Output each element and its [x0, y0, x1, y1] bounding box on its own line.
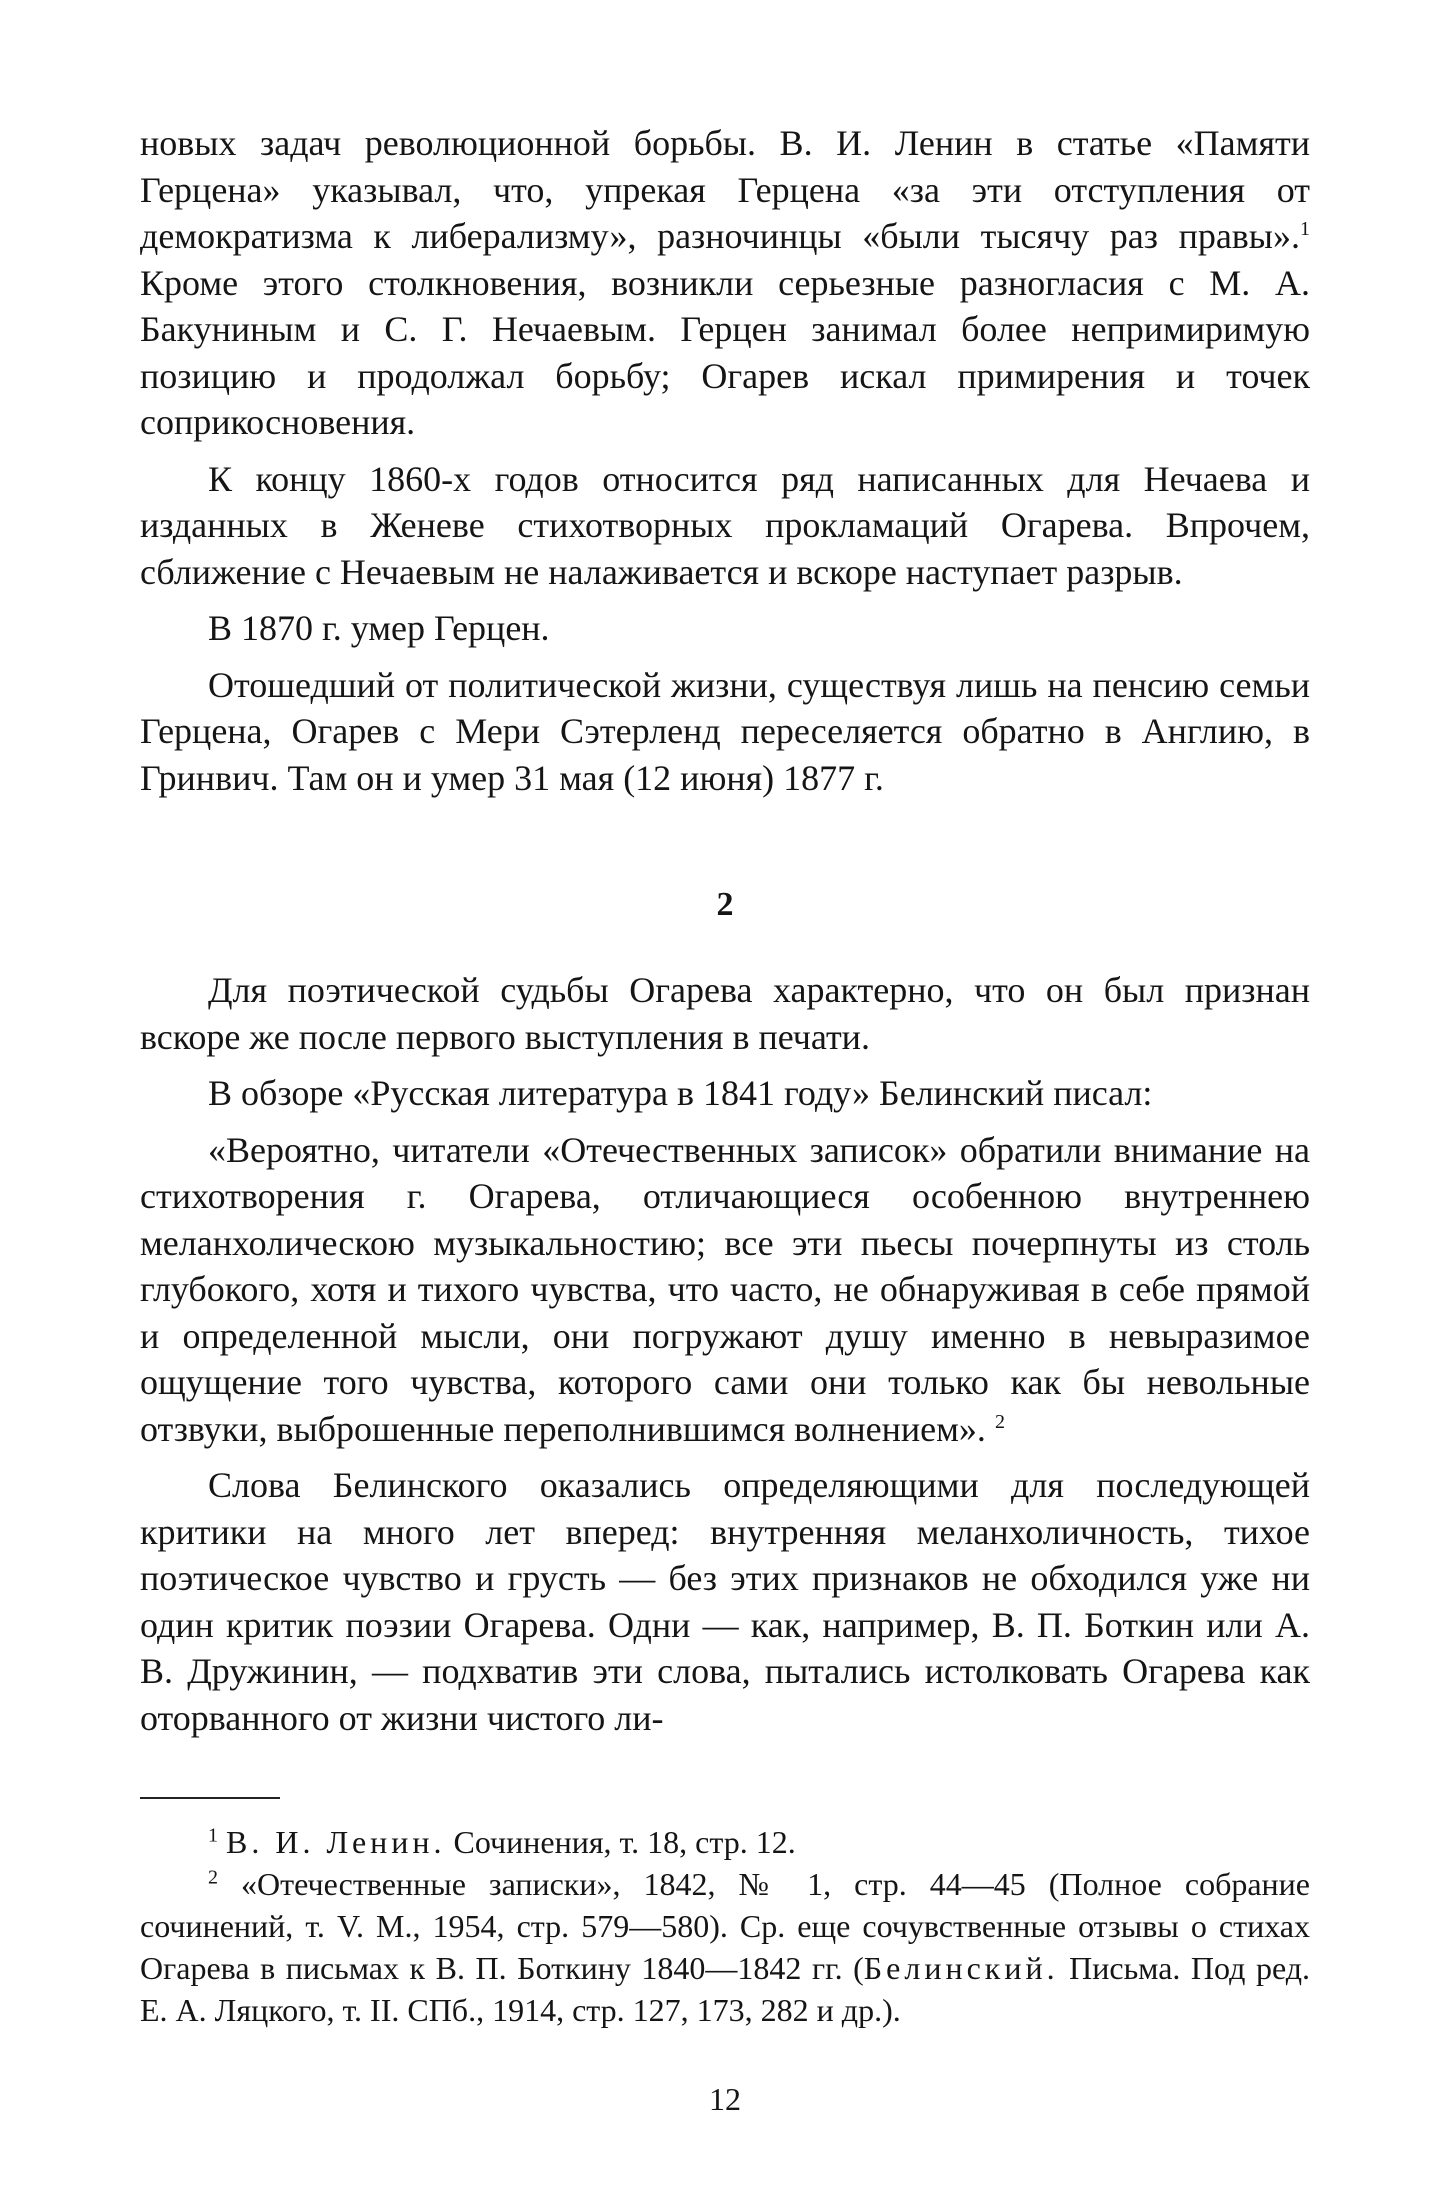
- footnote-ref-2: 2: [994, 1410, 1005, 1433]
- quote-text: «Вероятно, читатели «Отечественных записок» обратили внимание на стихотворения г. Огарева, отличающиеся особенною внутреннею меланхолическою музыкальностию; все эти пьесы почерпнуты из столь глубокого, хотя и тихого чувства, что часто, не обнаруживая в себе прямой и определенной мысли, они погружают душу именно в невыразимое ощущение того чувства, которого сами они только как бы невольные отзвуки, выброшенные переполнившимся волнением».: [140, 1129, 1310, 1449]
- footnote-mark-2: 2: [208, 1866, 218, 1889]
- footnote-ref-1: 1: [1300, 218, 1310, 240]
- paragraph-belinsky-review: В обзоре «Русская литература в 1841 году» Белинский писал:: [208, 1073, 1153, 1113]
- footnote-author: Белинский.: [863, 1950, 1059, 1986]
- paragraph-ogarev-death: Отошедший от политической жизни, существуя лишь на пенсию семьи Герцена, Огарев с Мери Сэтерленд переселяется обратно в Англию, в Гринвич. Там он и умер 31 мая (12 июня) 1877 г.: [140, 664, 1310, 798]
- book-page: [140, 120, 1310, 2119]
- footnote-text-before: «Отечественные записки», 1842, № 1, стр. 44—45 (Полное собрание сочинений, т. V. М., 1954, стр. 579—580). Ср. еще сочувственные отзывы о стихах Огарева в письмах к В. П. Боткину 1840—1842 гг. (: [140, 1866, 1310, 1986]
- footnote-1: [140, 1821, 1310, 1863]
- paragraph-herzen-lenin: [140, 120, 1310, 446]
- page-number: 12: [709, 2081, 741, 2117]
- footnote-divider: [140, 1797, 280, 1799]
- footnote-text-after: Письма. Под ред. Е. А. Ляцкого, т. II. СПб., 1914, стр. 127, 173, 282 и др.).: [140, 1950, 1311, 2028]
- paragraph-text-tail: Кроме этого столкновения, возникли серьезные разногласия с М. А. Бакуниным и С. Г. Нечаевым. Герцен занимал более непримиримую позицию и продолжал борьбу; Огарев искал примирения и точек соприкосновения.: [140, 262, 1310, 442]
- footnote-author: В. И. Ленин.: [226, 1824, 446, 1860]
- paragraph-herzen-death: В 1870 г. умер Герцен.: [208, 608, 550, 648]
- paragraph-criticism: Слова Белинского оказались определяющими для последующей критики на много лет вперед: внутренняя меланхоличность, тихое поэтическое чувство и грусть — без этих признаков не обходился уже ни один критик поэзии Огарева. Одни — как, например, В. П. Боткин или А. В. Дружинин, — подхватив эти слова, пытались истолковать Огарева как оторванного от жизни чистого ли-: [140, 1465, 1310, 1738]
- paragraph-belinsky-quote: [140, 1127, 1310, 1453]
- footnote-text: Сочинения, т. 18, стр. 12.: [445, 1824, 796, 1860]
- footnote-2: [140, 1863, 1310, 2031]
- paragraph-nechaev: К концу 1860-х годов относится ряд написанных для Нечаева и изданных в Женеве стихотворных прокламаций Огарева. Впрочем, сближение с Нечаевым не налаживается и вскоре наступает разрыв.: [140, 458, 1310, 592]
- paragraph-poetic-fate: Для поэтической судьбы Огарева характерно, что он был признан вскоре же после первого выступления в печати.: [140, 970, 1310, 1057]
- footnote-mark-1: 1: [208, 1824, 218, 1847]
- paragraph-text: новых задач революционной борьбы. В. И. Ленин в статье «Памяти Герцена» указывал, что, упрекая Герцена «за эти отступления от демократизма к либерализму», разночинцы «были тысячу раз правы».: [140, 123, 1310, 256]
- section-number: 2: [716, 886, 734, 923]
